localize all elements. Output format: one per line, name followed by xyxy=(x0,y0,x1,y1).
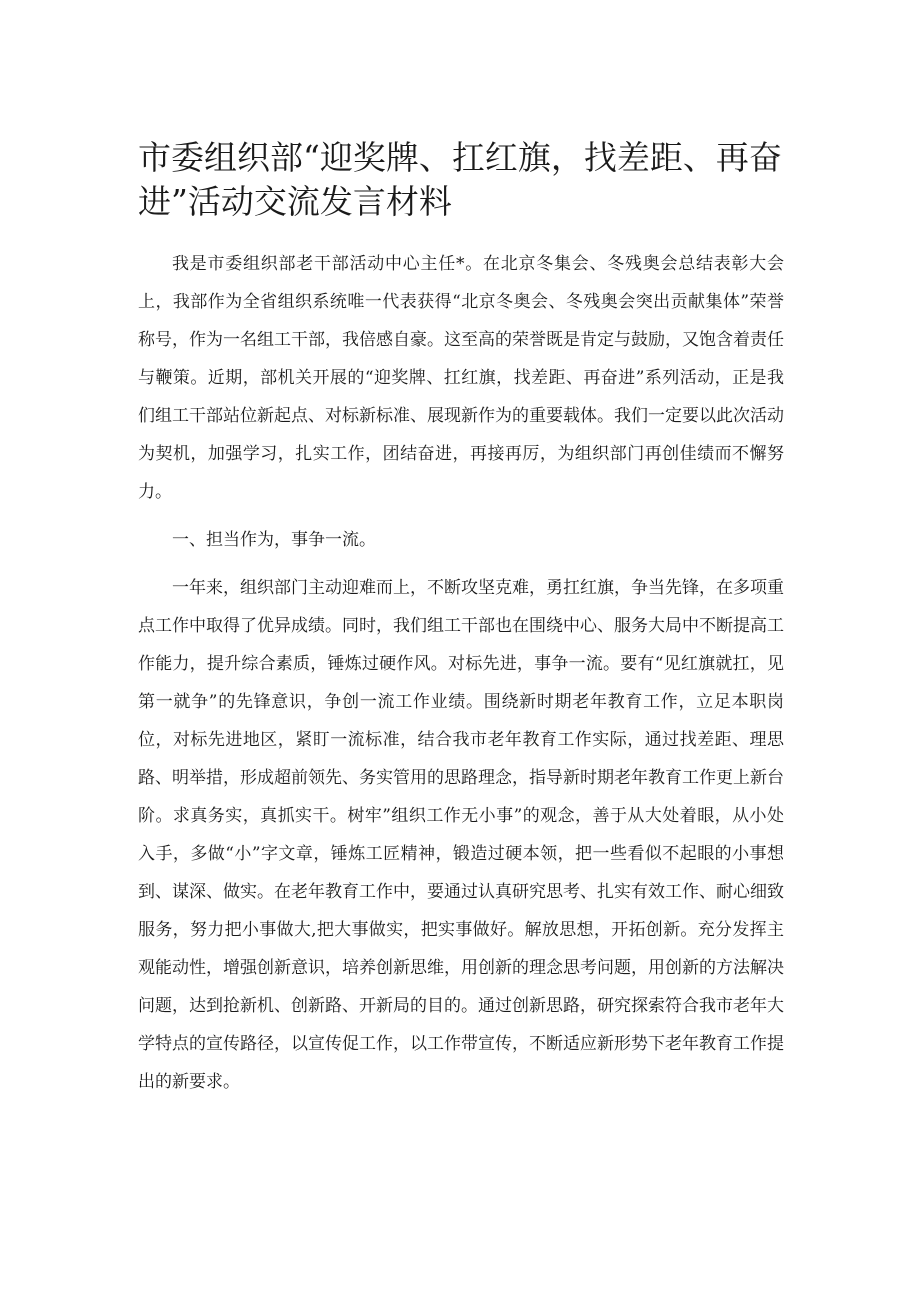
paragraph-section-1: 一年来，组织部门主动迎难而上，不断攻坚克难，勇扛红旗，争当先锋，在多项重点工作中取得了优异成绩。同时，我们组工干部也在围绕中心、服务大局中不断提高工作能力，提升综合素质，锤炼过硬作风。对标先进，事争一流。要有“见红旗就扛，见第一就争”的先锋意识，争创一流工作业绩。围绕新时期老年教育工作，立足本职岗位，对标先进地区，紧盯一流标准，结合我市老年教育工作实际，通过找差距、理思路、明举措，形成超前领先、务实管用的思路理念，指导新时期老年教育工作更上新台阶。求真务实，真抓实干。树牢”组织工作无小事”的观念，善于从大处着眼，从小处入手，多做“小”字文章，锤炼工匠精神，锻造过硬本领，把一些看似不起眼的小事想到、谋深、做实。在老年教育工作中，要通过认真研究思考、扎实有效工作、耐心细致服务，努力把小事做大,把大事做实，把实事做好。解放思想，开拓创新。充分发挥主观能动性，增强创新意识，培养创新思维，用创新的理念思考问题，用创新的方法解决问题，达到抢新机、创新路、开新局的目的。通过创新思路，研究探索符合我市老年大学特点的宣传路径，以宣传促工作，以工作带宣传，不断适应新形势下老年教育工作提出的新要求。 xyxy=(138,578,784,1092)
section-heading-1: 一、担当作为，事争一流。 xyxy=(172,530,376,550)
document-title: 市委组织部“迎奖牌、扛红旗，找差距、再奋进”活动交流发言材料 xyxy=(138,138,782,221)
document-body xyxy=(138,245,784,1101)
paragraph-intro: 我是市委组织部老干部活动中心主任*。在北京冬集会、冬残奥会总结表彰大会上，我部作为全省组织系统唯一代表获得“北京冬奥会、冬残奥会突出贡献集体”荣誉称号，作为一名组工干部，我倍感自豪。这至高的荣誉既是肯定与鼓励，又饱含着责任与鞭策。近期，部机关开展的“迎奖牌、扛红旗，找差距、再奋进”系列活动，正是我们组工干部站位新起点、对标新标准、展现新作为的重要载体。我们一定要以此次活动为契机，加强学习，扎实工作，团结奋进，再接再厉，为组织部门再创佳绩而不懈努力。 xyxy=(138,254,784,502)
